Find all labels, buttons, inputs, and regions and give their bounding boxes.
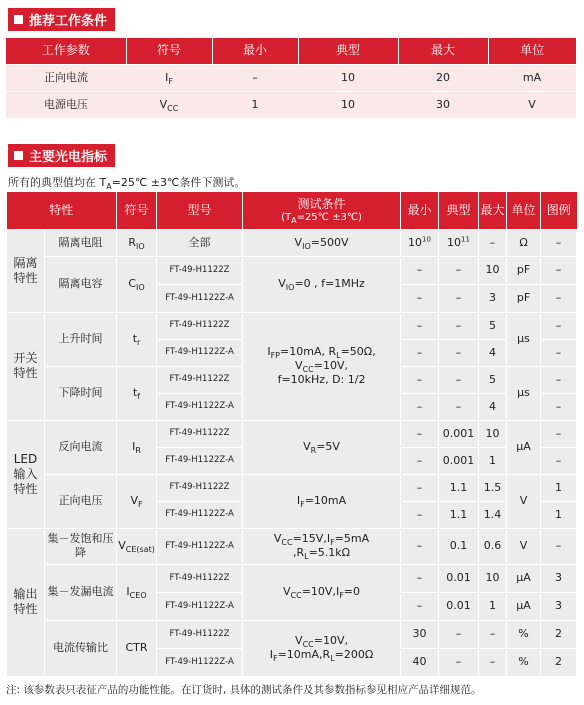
min-cell: – — [401, 501, 439, 528]
min-cell: – — [401, 564, 439, 592]
table-row — [7, 564, 577, 592]
min-cell: – — [401, 420, 439, 447]
param-cell: 隔离电阻 — [45, 229, 117, 256]
typ-cell: 0.01 — [439, 592, 479, 620]
header-min: 最小 — [212, 38, 298, 64]
condition-cell: $I_{FP}=10mA$, $R_L=50\Omega$, $V_{CC}=10V$, f=10kHz, D: 1/2 — [243, 312, 401, 420]
typ-cell: 10 — [298, 64, 398, 91]
symbol-cell: $V_{CC}$ — [126, 91, 212, 118]
typ-cell: – — [439, 339, 479, 366]
header-symbol: 符号 — [126, 38, 212, 64]
param-cell: 集－发漏电流 — [45, 564, 117, 620]
model-cell: FT-49-H1122Z-A — [157, 393, 243, 420]
param-cell: 集－发饱和压降 — [45, 528, 117, 564]
symbol-cell: $V_F$ — [117, 474, 157, 528]
max-cell: 1.4 — [479, 501, 507, 528]
symbol-cell: $R_{IO}$ — [117, 229, 157, 256]
typ-cell: $10^{11}$ — [439, 229, 479, 256]
max-cell: 30 — [398, 91, 488, 118]
figure-cell: 2 — [541, 620, 577, 648]
symbol-cell: $t_r$ — [117, 312, 157, 366]
min-cell: – — [401, 366, 439, 393]
max-cell: 20 — [398, 64, 488, 91]
condition-cell: $I_F=10mA$ — [243, 474, 401, 528]
model-cell: 全部 — [157, 229, 243, 256]
unit-cell: % — [507, 620, 541, 648]
symbol-cell: $V_{CE(sat)}$ — [117, 528, 157, 564]
typ-cell: 0.01 — [439, 564, 479, 592]
header-max: 最大 — [398, 38, 488, 64]
max-cell: – — [479, 229, 507, 256]
param-cell: 正向电压 — [45, 474, 117, 528]
model-cell: FT-49-H1122Z — [157, 474, 243, 501]
max-cell: 3 — [479, 284, 507, 312]
max-cell: 1.5 — [479, 474, 507, 501]
typ-cell: – — [439, 620, 479, 648]
model-cell: FT-49-H1122Z — [157, 366, 243, 393]
group-switch: 开关特性 — [7, 312, 45, 420]
symbol-cell: $I_F$ — [126, 64, 212, 91]
test-condition-note: 所有的典型值均在 $T_A=25℃$ ±3℃条件下测试。 — [8, 176, 246, 192]
header-typ: 典型 — [439, 192, 479, 229]
max-cell: 4 — [479, 339, 507, 366]
figure-cell: 1 — [541, 501, 577, 528]
header-unit: 单位 — [488, 38, 576, 64]
typ-cell: – — [439, 393, 479, 420]
typ-cell: 1.1 — [439, 501, 479, 528]
figure-cell: – — [541, 339, 577, 366]
figure-cell: – — [541, 528, 577, 564]
group-led-input: LED输入特性 — [7, 420, 45, 528]
optoelectronic-specs-table — [6, 192, 577, 677]
section-title-recommended — [8, 8, 115, 31]
min-cell: 30 — [401, 620, 439, 648]
figure-cell: – — [541, 366, 577, 393]
typ-cell: – — [439, 256, 479, 284]
table-row — [7, 312, 577, 339]
header-symbol: 符号 — [117, 192, 157, 229]
header-condition: 测试条件 ($T_A=25℃$ ±3℃) — [243, 192, 401, 229]
unit-cell: μs — [507, 366, 541, 420]
section-title-text: 推荐工作条件 — [29, 14, 108, 29]
unit-cell: mA — [488, 64, 576, 91]
section-title-optoelectronic — [8, 144, 115, 167]
min-cell: – — [401, 474, 439, 501]
square-bullet-icon — [14, 151, 23, 160]
figure-cell: – — [541, 256, 577, 284]
group-isolation: 隔离特性 — [7, 229, 45, 312]
min-cell: – — [401, 393, 439, 420]
min-cell: – — [401, 284, 439, 312]
unit-cell: pF — [507, 284, 541, 312]
model-cell: FT-49-H1122Z-A — [157, 284, 243, 312]
symbol-cell: CTR — [117, 620, 157, 676]
figure-cell: – — [541, 447, 577, 474]
min-cell: – — [212, 64, 298, 91]
condition-cell: $V_R=5V$ — [243, 420, 401, 474]
param-cell: 电源电压 — [6, 91, 126, 118]
model-cell: FT-49-H1122Z — [157, 620, 243, 648]
min-cell: – — [401, 447, 439, 474]
table-row — [7, 229, 577, 256]
max-cell: 10 — [479, 564, 507, 592]
figure-cell: – — [541, 312, 577, 339]
param-cell: 反向电流 — [45, 420, 117, 474]
unit-cell: μA — [507, 564, 541, 592]
recommended-conditions-table — [6, 38, 576, 118]
typ-cell: 1.1 — [439, 474, 479, 501]
min-cell: – — [401, 312, 439, 339]
table-row — [6, 64, 576, 91]
model-cell: FT-49-H1122Z-A — [157, 501, 243, 528]
model-cell: FT-49-H1122Z — [157, 256, 243, 284]
model-cell: FT-49-H1122Z-A — [157, 592, 243, 620]
group-output: 输出特性 — [7, 528, 45, 676]
param-cell: 上升时间 — [45, 312, 117, 366]
figure-cell: 1 — [541, 474, 577, 501]
typ-cell: – — [439, 312, 479, 339]
table-row — [7, 420, 577, 447]
max-cell: 1 — [479, 592, 507, 620]
table-row — [6, 91, 576, 118]
footnote: 注: 该参数表只表征产品的功能性能。在订货时, 具体的测试条件及其参数指标参见相应产品详细规范。 — [6, 684, 482, 696]
symbol-cell: $C_{IO}$ — [117, 256, 157, 312]
table-row — [7, 620, 577, 648]
model-cell: FT-49-H1122Z-A — [157, 339, 243, 366]
max-cell: 10 — [479, 256, 507, 284]
figure-cell: 3 — [541, 564, 577, 592]
typ-cell: 0.001 — [439, 447, 479, 474]
unit-cell: μA — [507, 420, 541, 474]
symbol-cell: $I_{CEO}$ — [117, 564, 157, 620]
min-cell: – — [401, 256, 439, 284]
unit-cell: V — [488, 91, 576, 118]
typ-cell: 10 — [298, 91, 398, 118]
typ-cell: – — [439, 284, 479, 312]
min-cell: $10^{10}$ — [401, 229, 439, 256]
header-char: 特性 — [7, 192, 117, 229]
unit-cell: μs — [507, 312, 541, 366]
table-row — [7, 474, 577, 501]
section-title-text: 主要光电指标 — [29, 150, 108, 165]
unit-cell: pF — [507, 256, 541, 284]
header-typ: 典型 — [298, 38, 398, 64]
typ-cell: 0.1 — [439, 528, 479, 564]
header-param: 工作参数 — [6, 38, 126, 64]
max-cell: 4 — [479, 393, 507, 420]
unit-cell: V — [507, 528, 541, 564]
symbol-cell: $t_f$ — [117, 366, 157, 420]
symbol-cell: $I_R$ — [117, 420, 157, 474]
max-cell: 1 — [479, 447, 507, 474]
param-cell: 正向电流 — [6, 64, 126, 91]
header-min: 最小 — [401, 192, 439, 229]
header-figure: 图例 — [541, 192, 577, 229]
condition-cell: $V_{IO}=500V$ — [243, 229, 401, 256]
min-cell: 1 — [212, 91, 298, 118]
typ-cell: 0.001 — [439, 420, 479, 447]
typ-cell: – — [439, 648, 479, 676]
figure-cell: 3 — [541, 592, 577, 620]
typ-cell: – — [439, 366, 479, 393]
max-cell: 5 — [479, 312, 507, 339]
figure-cell: 2 — [541, 648, 577, 676]
figure-cell: – — [541, 420, 577, 447]
model-cell: FT-49-H1122Z — [157, 564, 243, 592]
condition-cell: $V_{IO}=0$ , f=1MHz — [243, 256, 401, 312]
max-cell: – — [479, 648, 507, 676]
header-max: 最大 — [479, 192, 507, 229]
condition-cell: $V_{CC}=10V,I_F=0$ — [243, 564, 401, 620]
square-bullet-icon — [14, 15, 23, 24]
header-model: 型号 — [157, 192, 243, 229]
unit-cell: μA — [507, 592, 541, 620]
max-cell: – — [479, 620, 507, 648]
figure-cell: – — [541, 284, 577, 312]
condition-cell: $V_{CC}=10V$, $I_F=10mA,R_L=200\Omega$ — [243, 620, 401, 676]
min-cell: – — [401, 528, 439, 564]
unit-cell: V — [507, 474, 541, 528]
param-cell: 隔离电容 — [45, 256, 117, 312]
header-unit: 单位 — [507, 192, 541, 229]
table-row — [7, 256, 577, 284]
unit-cell: % — [507, 648, 541, 676]
table-row — [7, 528, 577, 564]
param-cell: 下降时间 — [45, 366, 117, 420]
model-cell: FT-49-H1122Z-A — [157, 648, 243, 676]
max-cell: 5 — [479, 366, 507, 393]
condition-cell: $V_{CC}=15V,I_F=5mA$ $,R_L=5.1k\Omega$ — [243, 528, 401, 564]
max-cell: 10 — [479, 420, 507, 447]
unit-cell: Ω — [507, 229, 541, 256]
figure-cell: – — [541, 229, 577, 256]
model-cell: FT-49-H1122Z — [157, 420, 243, 447]
param-cell: 电流传输比 — [45, 620, 117, 676]
max-cell: 0.6 — [479, 528, 507, 564]
min-cell: – — [401, 339, 439, 366]
model-cell: FT-49-H1122Z-A — [157, 447, 243, 474]
model-cell: FT-49-H1122Z-A — [157, 528, 243, 564]
model-cell: FT-49-H1122Z — [157, 312, 243, 339]
min-cell: – — [401, 592, 439, 620]
min-cell: 40 — [401, 648, 439, 676]
figure-cell: – — [541, 393, 577, 420]
